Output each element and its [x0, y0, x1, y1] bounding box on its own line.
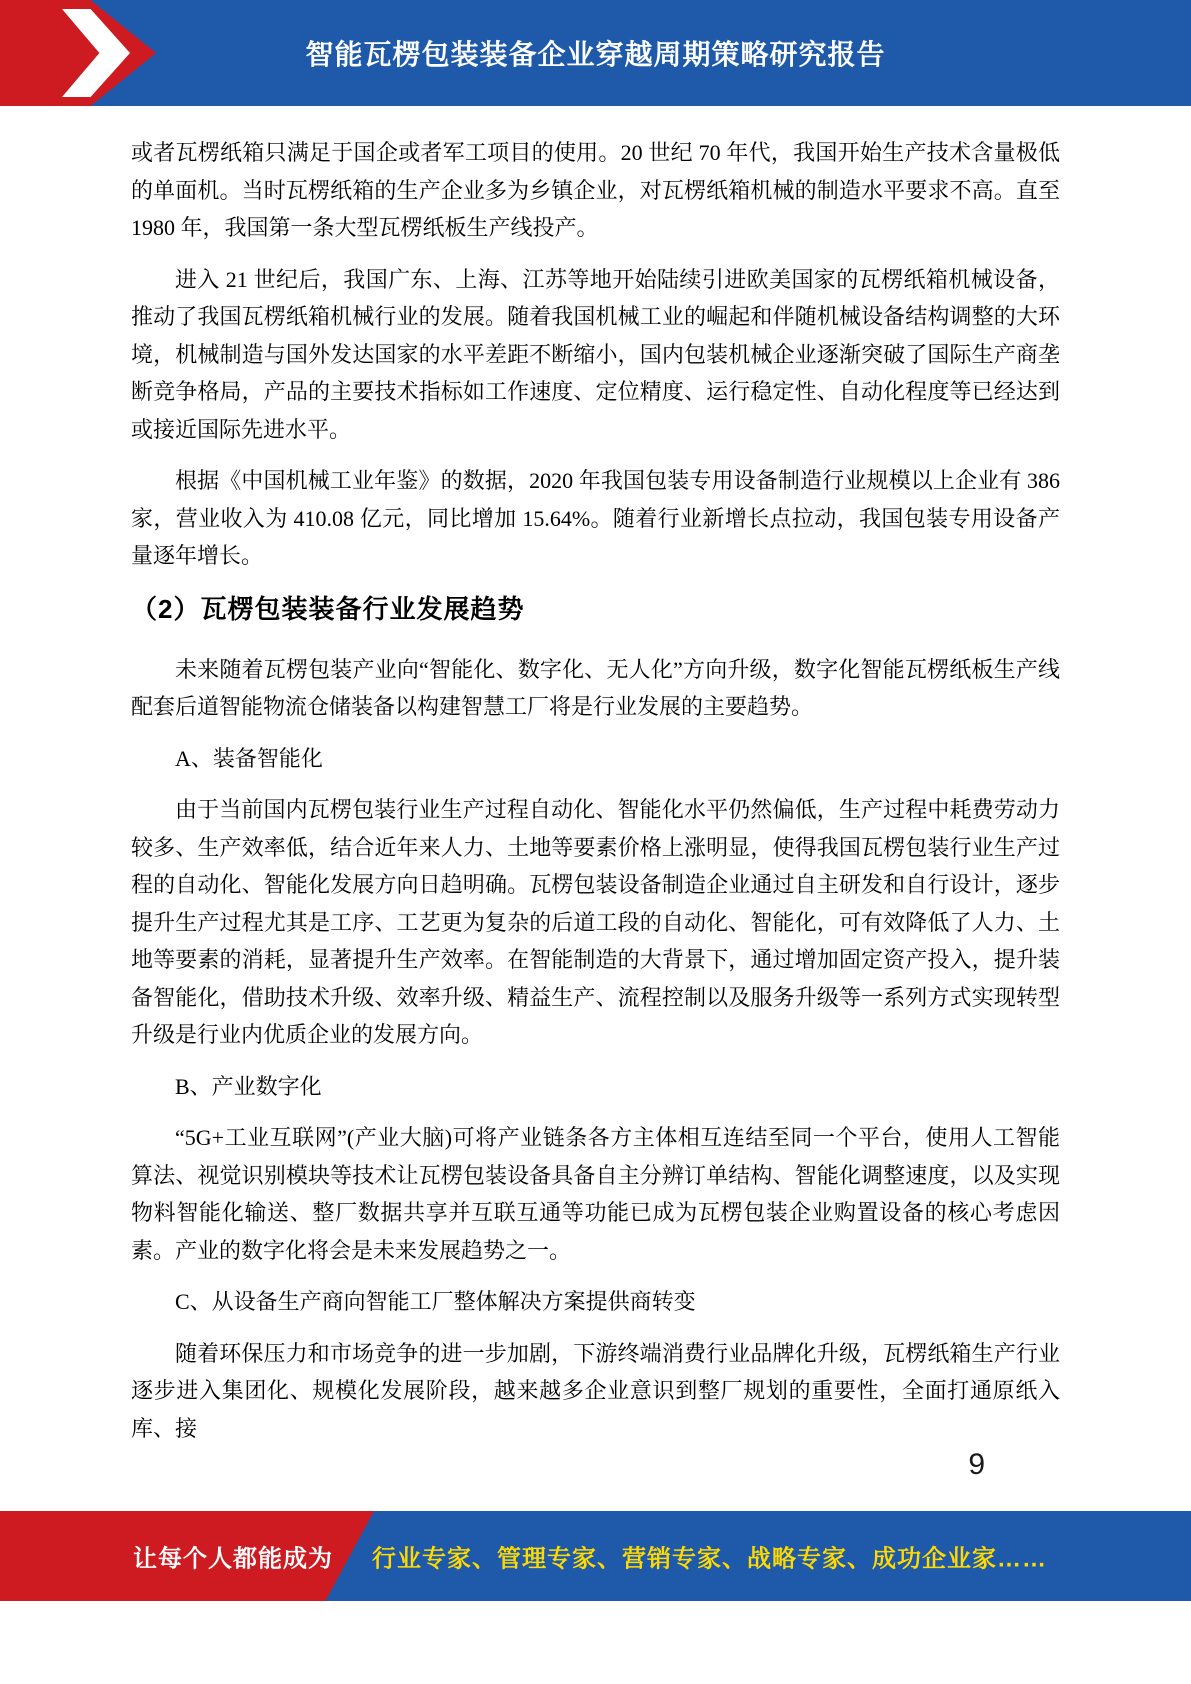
paragraph: 进入 21 世纪后，我国广东、上海、江苏等地开始陆续引进欧美国家的瓦楞纸箱机械设备，推动了我国瓦楞纸箱机械行业的发展。随着我国机械工业的崛起和伴随机械设备结构调整的大环境，机械制造与国外发达国家的水平差距不断缩小，国内包装机械企业逐渐突破了国际生产商垄断竞争格局，产品的主要技术指标如工作速度、定位精度、运行稳定性、自动化程度等已经达到或接近国际先进水平。 — [131, 266, 1060, 442]
paragraph: 由于当前国内瓦楞包装行业生产过程自动化、智能化水平仍然偏低，生产过程中耗费劳动力较多、生产效率低，结合近年来人力、土地等要素价格上涨明显，使得我国瓦楞包装行业生产过程的自动化、智能化发展方向日趋明确。瓦楞包装设备制造企业通过自主研发和自行设计，逐步提升生产过程尤其是工序、工艺更为复杂的后道工段的自动化、智能化，可有效降低了人力、土地等要素的消耗，显著提升生产效率。在智能制造的大背景下，通过增加固定资产投入，提升装备智能化，借助技术升级、效率升级、精益生产、流程控制以及服务升级等一系列方式实现转型升级是行业内优质企业的发展方向。 — [131, 797, 1060, 1047]
document-body — [0, 106, 1191, 1461]
paragraph: 未来随着瓦楞包装产业向“智能化、数字化、无人化”方向升级，数字化智能瓦楞纸板生产线配套后道智能物流仓储装备以构建智慧工厂将是行业发展的主要趋势。 — [131, 656, 1060, 719]
footer-experts-text: 行业专家、管理专家、营销专家、战略专家、成功企业家…… — [372, 1545, 1047, 1573]
list-item-c: C、从设备生产商向智能工厂整体解决方案提供商转变 — [175, 1289, 696, 1314]
page-footer — [0, 1511, 1191, 1601]
page-header — [0, 0, 1191, 106]
footer-slogan: 让每个人都能成为 — [133, 1545, 333, 1573]
paragraph: 或者瓦楞纸箱只满足于国企或者军工项目的使用。20 世纪 70 年代，我国开始生产技术含量极低的单面机。当时瓦楞纸箱的生产企业多为乡镇企业，对瓦楞纸箱机械的制造水平要求不高。直至 1980 年，我国第一条大型瓦楞纸板生产线投产。 — [131, 140, 1060, 240]
paragraph: 随着环保压力和市场竞争的进一步加剧，下游终端消费行业品牌化升级，瓦楞纸箱生产行业逐步进入集团化、规模化发展阶段，越来越多企业意识到整厂规划的重要性，全面打通原纸入库、接 — [131, 1340, 1060, 1441]
report-title: 智能瓦楞包装装备企业穿越周期策略研究报告 — [305, 39, 886, 70]
paragraph: “5G+工业互联网”(产业大脑)可将产业链条各方主体相互连结至同一个平台，使用人工智能算法、视觉识别模块等技术让瓦楞包装设备具备自主分辨订单结构、智能化调整速度，以及实现物料智能化输送、整厂数据共享并互联互通等功能已成为瓦楞包装企业购置设备的核心考虑因素。产业的数字化将会是未来发展趋势之一。 — [131, 1125, 1060, 1263]
section-heading: （2）瓦楞包装装备行业发展趋势 — [131, 593, 525, 624]
page-number: 9 — [968, 1448, 985, 1481]
paragraph: 根据《中国机械工业年鉴》的数据，2020 年我国包装专用设备制造行业规模以上企业有 386 家，营业收入为 410.08 亿元，同比增加 15.64%。随着行业新增长点拉动，我国包装专用设备产量逐年增长。 — [131, 468, 1060, 568]
list-item-b: B、产业数字化 — [175, 1073, 322, 1099]
list-item-a: A、装备智能化 — [175, 745, 323, 771]
